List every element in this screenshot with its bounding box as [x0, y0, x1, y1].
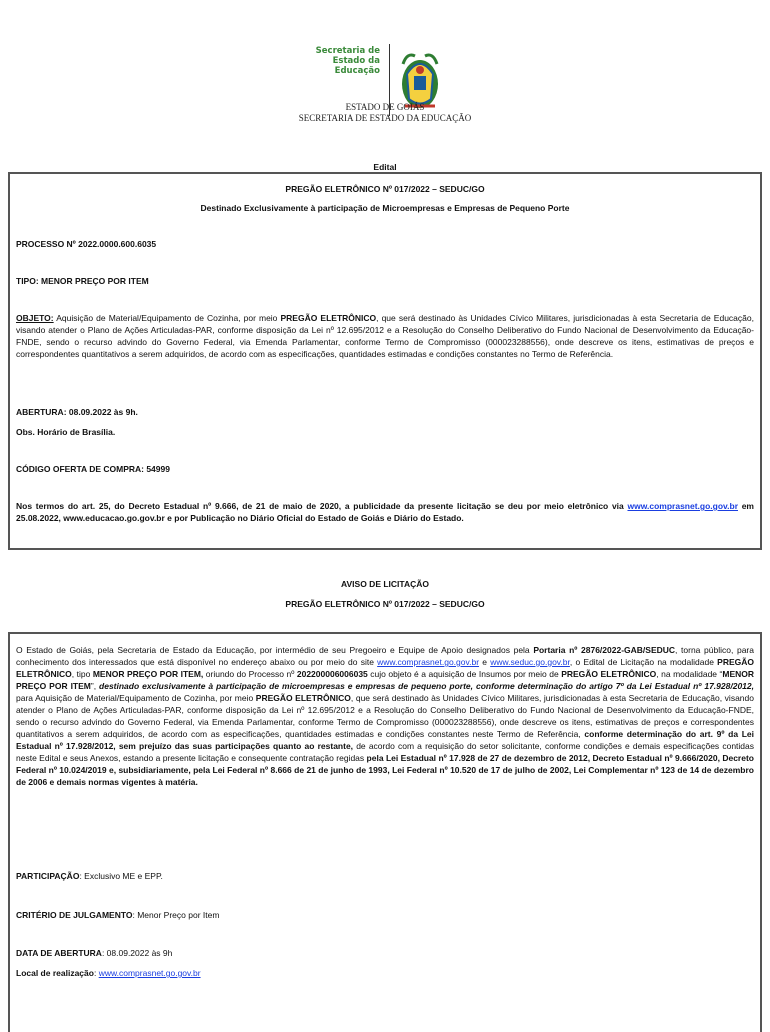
edital-label: Edital: [373, 162, 397, 172]
edital-box: [8, 172, 762, 550]
comprasnet-link[interactable]: www.comprasnet.go.gov.br: [627, 501, 738, 511]
document-header: [0, 22, 770, 100]
codigo-oferta: CÓDIGO OFERTA DE COMPRA: 54999: [16, 464, 170, 474]
processo-number: PROCESSO Nº 2022.0000.600.6035: [16, 239, 157, 249]
tipo: TIPO: MENOR PREÇO POR ITEM: [16, 276, 149, 286]
comprasnet-link[interactable]: www.comprasnet.go.gov.br: [377, 657, 480, 667]
state-name: ESTADO DE GOIÁS: [345, 102, 425, 112]
seduc-logo-text: [300, 46, 380, 76]
obs-horario: Obs. Horário de Brasília.: [16, 427, 116, 437]
aviso-subtitle: PREGÃO ELETRÔNICO Nº 017/2022 – SEDUC/GO: [285, 599, 485, 609]
participacao: PARTICIPAÇÃO: Exclusivo ME e EPP.: [16, 871, 163, 881]
comprasnet-link[interactable]: www.comprasnet.go.gov.br: [98, 968, 201, 978]
abertura: ABERTURA: 08.09.2022 às 9h.: [16, 407, 138, 417]
objeto-paragraph: OBJETO: Aquisição de Material/Equipamento de Cozinha, por meio PREGÃO ELETRÔNICO, que será destinado às Unidades Cívico Militares, jurisdicionadas à esta Secretaria de Educação, visando atender o Plano de Ações Articuladas-PAR, conforme disposição da Lei nº 12.695/2012 e a Resolução do Conselho Deliberativo do Fundo Nacional de Desenvolvimento da Educação-FNDE, sendo o recurso advindo do Governo Federal, via Emenda Parlamentar, conforme Termo de Compromisso (000023288556), onde descreve os itens, estimativas de preços e correspondentes quantitativos a serem adquiridos, de acordo com as especificações, quantidades estimadas e condições constantes no Termo de Referência.: [16, 313, 754, 359]
data-abertura: DATA DE ABERTURA: 08.09.2022 às 9h: [16, 948, 173, 958]
edital-title: PREGÃO ELETRÔNICO Nº 017/2022 – SEDUC/GO: [285, 184, 485, 194]
edital-subtitle: Destinado Exclusivamente à participação de Microempresas e Empresas de Pequeno Porte: [200, 203, 570, 213]
objeto-label: OBJETO:: [16, 313, 54, 323]
logo-line-2: Estado da: [332, 56, 380, 66]
aviso-box: [8, 632, 762, 1032]
publicidade-paragraph: Nos termos do art. 25, do Decreto Estadual nº 9.666, de 21 de maio de 2020, a publicidade da presente licitação se deu por meio eletrônico via www.comprasnet.go.gov.br em 25.08.2022, www.educacao.go.gov.br e por Publicação no Diário Oficial do Estado de Goiás e Diário do Estado.: [16, 501, 754, 523]
logo-line-3: Educação: [334, 66, 380, 76]
logo-line-1: Secretaria de: [315, 46, 380, 56]
local-realizacao: Local de realização: www.comprasnet.go.gov.br: [16, 968, 201, 978]
secretaria-name: SECRETARIA DE ESTADO DA EDUCAÇÃO: [298, 113, 472, 123]
seduc-link[interactable]: www.seduc.go.gov.br: [490, 657, 570, 667]
aviso-title: AVISO DE LICITAÇÃO: [341, 579, 429, 589]
state-lines: [0, 102, 770, 124]
aviso-paragraph: O Estado de Goiás, pela Secretaria de Estado da Educação, por intermédio de seu Pregoeiro e Equipe de Apoio designados pela Portaria nº 2876/2022-GAB/SEDUC, torna público, para conhecimento dos interessados que está disponível no endereço abaixo ou por meio do site www.comprasnet.go.gov.br e www.seduc.go.gov.br, o Edital de Licitação na modalidade PREGÃO ELETRÔNICO, tipo MENOR PREÇO POR ITEM, oriundo do Processo nº 202200006006035 cujo objeto é a aquisição de Insumos por meio de PREGÃO ELETRÔNICO, na modalidade “MENOR PREÇO POR ITEM”, destinado exclusivamente à participação de microempresas e empresas de pequeno porte, conforme determinação do artigo 7º da Lei Estadual nº 17.928/2012, para Aquisição de Material/Equipamento de Cozinha, por meio PREGÃO ELETRÔNICO, que será destinado às Unidades Cívico Militares, jurisdicionadas à esta Secretaria de Educação, visando atender o Plano de Ações Articuladas-PAR, conforme disposição da Lei nº 12.695/2012 e a Resolução do Conselho Deliberativo do Fundo Nacional de Desenvolvimento da Educação-FNDE, sendo o recurso advindo do Governo Federal, via Emenda Parlamentar, conforme Termo de Compromisso (000023288556), onde descreve os itens, estimativas de preços e correspondentes quantitativos a serem adquiridos, de acordo com as especificações, quantidades estimadas e condições constantes neste Termo de Referência, conforme determinação do art. 9º da Lei Estadual nº 17.928/2012, sem prejuízo das suas participações quanto ao restante, de acordo com a requisição do setor solicitante, conforme condições e demais especificações contidas neste Edital e seus Anexos, estando a presente licitação e consequente contratação regidas pela Lei Estadual nº 17.928 de 27 de dezembro de 2012, Decreto Estadual nº 9.666/2020, Decreto Federal nº 10.024/2019 e, subsidiariamente, pela Lei Federal nº 8.666 de 21 de junho de 1993, Lei Federal nº 10.520 de 17 de julho de 2002, Lei Complementar nº 123 de 14 de dezembro de 2006 e demais normas vigentes à matéria.: [16, 645, 755, 787]
criterio-julgamento: CRITÉRIO DE JULGAMENTO: Menor Preço por Item: [16, 910, 220, 920]
